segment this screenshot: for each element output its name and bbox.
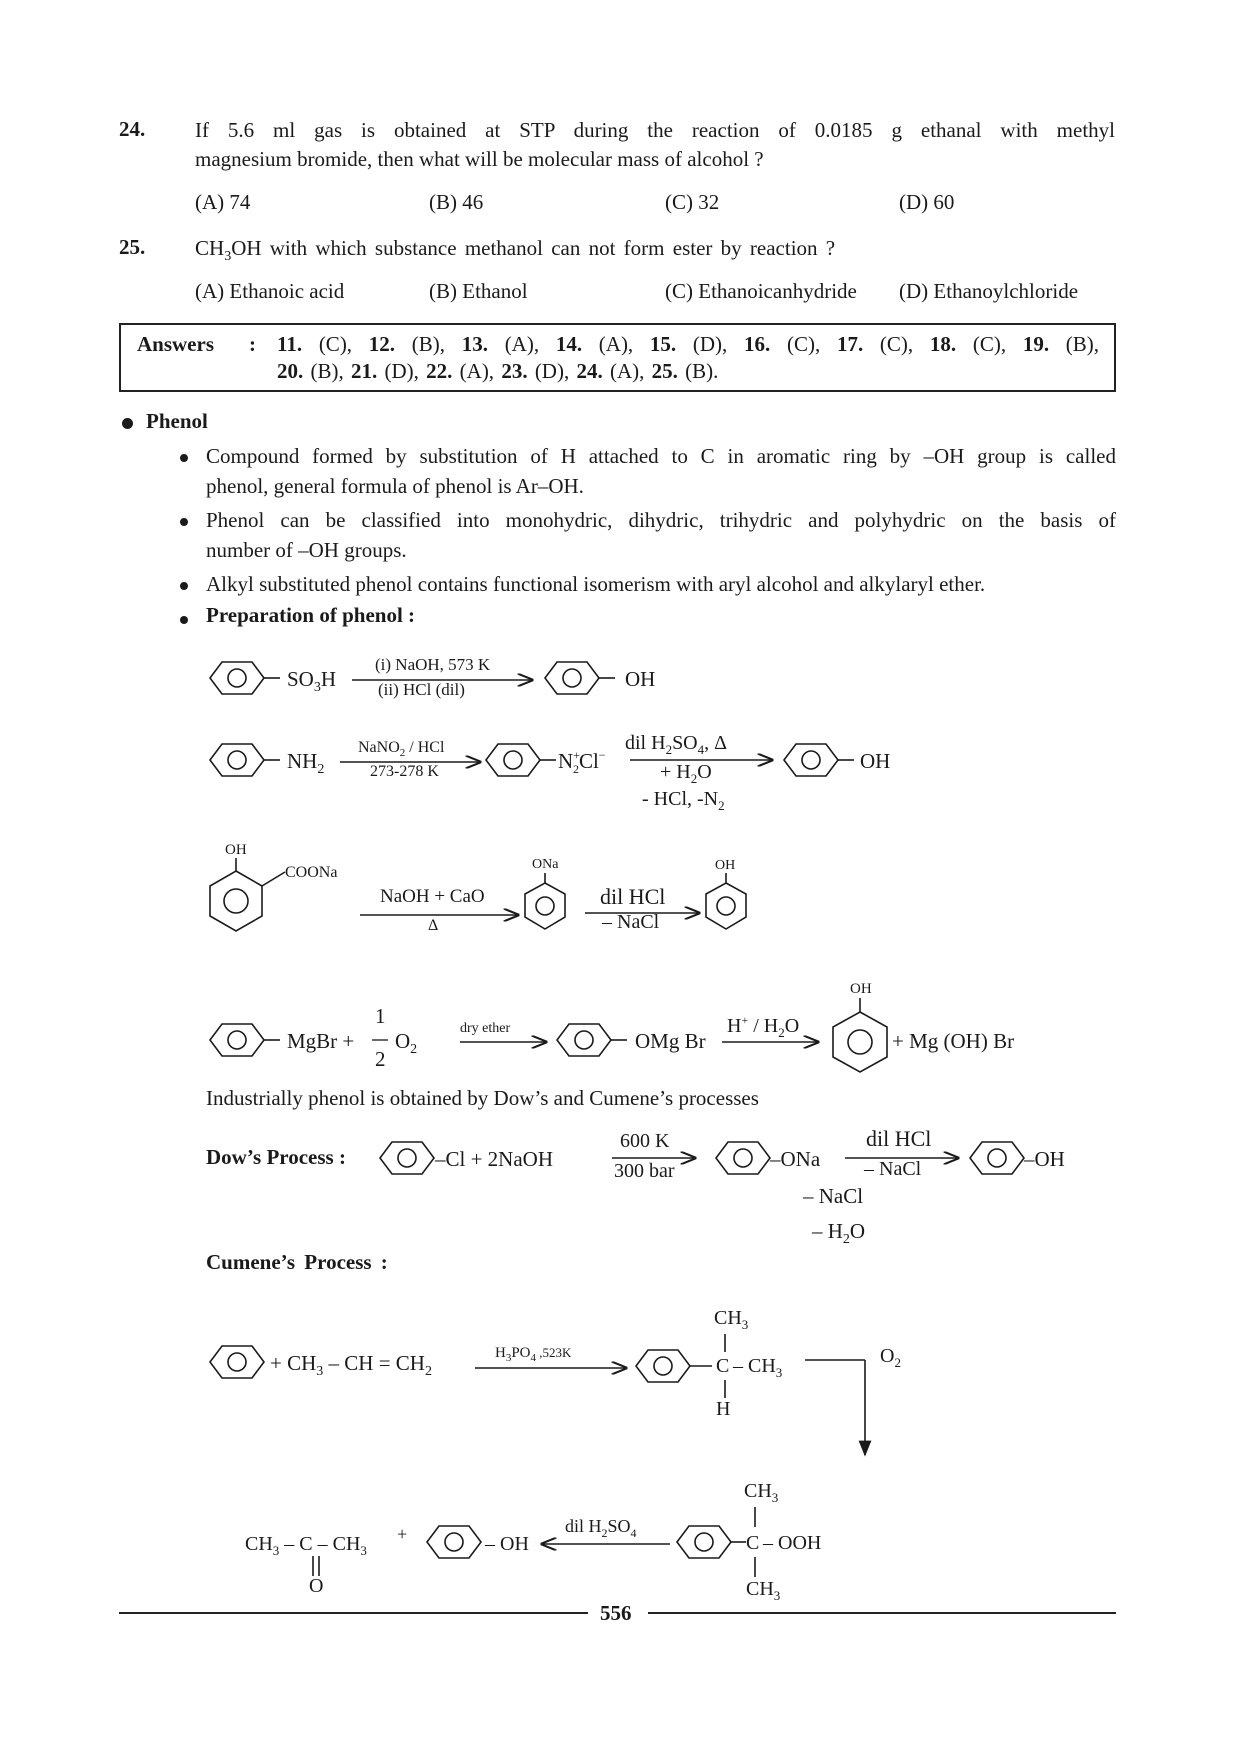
svg-text:O2: $O_2$ bbox=[880, 1345, 901, 1370]
svg-text:NH2: $NH_2$ bbox=[287, 749, 325, 777]
svg-text:273-278 K: 273-278 K bbox=[370, 763, 439, 780]
svg-text:C: C bbox=[716, 1355, 730, 1377]
option: (C) 32 bbox=[665, 190, 720, 214]
option: (B) Ethanol bbox=[429, 279, 528, 303]
answers-line-1: 11. (C), 12. (B), 13. (A), 14. (A), 15. (D), 16. (C), 17. (C), 18. (C), 19. (B), bbox=[277, 332, 1100, 356]
benzene-ring-icon bbox=[380, 1142, 434, 1174]
svg-text:– OH: – OH bbox=[485, 1533, 529, 1555]
svg-text:– NaCl: – NaCl bbox=[602, 911, 660, 933]
svg-text:NaNO2 / HCl: NaNO$_2$ / HCl bbox=[358, 739, 445, 759]
bullet-text: Compound formed by substitution of H attached to C in aromatic ring by –OH group is called bbox=[206, 444, 1116, 468]
svg-text:ONa: ONa bbox=[532, 857, 559, 872]
svg-text:OH: OH bbox=[850, 981, 872, 997]
benzene-ring-icon bbox=[706, 883, 746, 929]
svg-text:CH3: $CH_3$ bbox=[714, 1307, 749, 1332]
svg-text:+: + bbox=[397, 1524, 408, 1544]
svg-text:N+2Cl−: N+ 2Cl− bbox=[558, 748, 606, 776]
svg-text:dil H2SO4: dil $H_2SO_4$ bbox=[565, 1516, 637, 1540]
dow-process-label: Dow’s Process : bbox=[206, 1145, 346, 1169]
option: (D) 60 bbox=[899, 190, 955, 214]
option: (B) 46 bbox=[429, 190, 484, 214]
benzene-ring-icon bbox=[427, 1526, 481, 1558]
bullet-text: phenol, general formula of phenol is Ar–OH. bbox=[206, 474, 584, 498]
bullet-text: Alkyl substituted phenol contains functional isomerism with aryl alcohol and alkylaryl ether. bbox=[206, 572, 986, 596]
svg-text:MgBr +: MgBr + bbox=[287, 1029, 355, 1053]
product-label: OH bbox=[625, 667, 656, 691]
svg-text:- HCl, -N2: - HCl, $-N_2$ bbox=[642, 788, 725, 813]
benzene-ring-icon bbox=[486, 744, 540, 776]
svg-text:– NaCl: – NaCl bbox=[864, 1158, 922, 1180]
cumene-process-label: Cumene’s Process : bbox=[206, 1250, 388, 1274]
reagent-label: $SO_3H$ bbox=[287, 667, 337, 695]
benzene-ring-icon bbox=[970, 1142, 1024, 1174]
section-title: Phenol bbox=[146, 409, 208, 433]
page-number: 556 bbox=[600, 1601, 632, 1625]
option: (A) 74 bbox=[195, 190, 251, 214]
svg-text:H3PO4 ,523K: $H_3PO_4$ ,523K bbox=[495, 1345, 572, 1364]
svg-text:–Cl + 2NaOH: –Cl + 2NaOH bbox=[435, 1147, 554, 1171]
bullet-text: number of –OH groups. bbox=[206, 538, 407, 562]
benzene-ring-icon bbox=[716, 1142, 770, 1174]
option: (A) Ethanoic acid bbox=[195, 279, 345, 303]
svg-text:300 bar: 300 bar bbox=[614, 1160, 675, 1182]
svg-text:OMg Br: OMg Br bbox=[635, 1029, 706, 1053]
svg-text:dry ether: dry ether bbox=[460, 1021, 511, 1036]
benzene-ring-icon bbox=[677, 1526, 731, 1558]
benzene-ring-icon bbox=[557, 1024, 611, 1056]
benzene-ring-icon bbox=[833, 1012, 887, 1072]
svg-text:NaOH + CaO: NaOH + CaO bbox=[380, 886, 485, 907]
answers-colon: : bbox=[249, 332, 256, 356]
svg-text:+ H2O: + $H_2O$ bbox=[660, 761, 712, 786]
question-text: $CH_3OH$ with which substance methanol can not form ester by reaction ? bbox=[195, 236, 836, 265]
svg-text:2: 2 bbox=[375, 1047, 386, 1071]
benzene-ring-icon bbox=[210, 871, 262, 931]
footer-rule bbox=[648, 1612, 1116, 1614]
svg-text:CH3: $CH_3$ bbox=[744, 1480, 779, 1505]
benzene-ring-icon bbox=[210, 1024, 264, 1056]
svg-text:dil HCl: dil HCl bbox=[600, 884, 666, 909]
answers-line-2: 20. (B), 21. (D), 22. (A), 23. (D), 24. (A), 25. (B). bbox=[277, 359, 719, 383]
svg-text:dil HCl: dil HCl bbox=[866, 1126, 932, 1151]
question-number: 25. bbox=[119, 235, 146, 259]
svg-text:– H2O: – $H_2O$ bbox=[812, 1219, 866, 1247]
bullet-text: Phenol can be classified into monohydric, dihydric, trihydric and polyhydric on the basis of bbox=[206, 508, 1116, 532]
svg-text:OH: OH bbox=[715, 858, 736, 873]
question-text: If 5.6 ml gas is obtained at STP during the reaction of 0.0185 g ethanal with methyl bbox=[195, 118, 1115, 142]
svg-text:– NaCl: – NaCl bbox=[803, 1184, 864, 1208]
svg-text:600 K: 600 K bbox=[620, 1130, 670, 1152]
benzene-ring-icon bbox=[545, 662, 599, 694]
question-number: 24. bbox=[119, 117, 146, 141]
benzene-ring-icon bbox=[210, 744, 264, 776]
svg-text:CH3 – C – CH3: $CH_3$ – C – $CH_3$ bbox=[245, 1533, 367, 1558]
svg-text:+ Mg (OH) Br: + Mg (OH) Br bbox=[892, 1029, 1015, 1053]
svg-text:O2: $O_2$ bbox=[395, 1029, 418, 1057]
svg-text:H+ / H2O: $H^+ / H_2O$ bbox=[727, 1013, 800, 1040]
benzene-ring-icon bbox=[210, 662, 264, 694]
footer-rule bbox=[119, 1612, 588, 1614]
svg-text:COONa: COONa bbox=[285, 864, 338, 881]
svg-text:O: O bbox=[309, 1575, 324, 1597]
benzene-ring-icon bbox=[210, 1346, 264, 1378]
svg-text:Δ: Δ bbox=[428, 917, 439, 934]
preparation-heading: Preparation of phenol : bbox=[206, 603, 416, 627]
svg-text:H: H bbox=[716, 1398, 731, 1420]
svg-text:C: C bbox=[746, 1532, 760, 1554]
answers-label: Answers bbox=[137, 332, 214, 356]
svg-text:CH3: $CH_3$ bbox=[746, 1578, 781, 1603]
svg-text:– CH3: – $CH_3$ bbox=[733, 1355, 783, 1380]
svg-text:– OOH: – OOH bbox=[763, 1532, 822, 1554]
industrial-note: Industrially phenol is obtained by Dow’s and Cumene’s processes bbox=[206, 1086, 759, 1110]
benzene-ring-icon bbox=[525, 883, 565, 929]
svg-text:–OH: –OH bbox=[1024, 1147, 1065, 1171]
svg-text:OH: OH bbox=[860, 749, 891, 773]
svg-text:1: 1 bbox=[375, 1004, 386, 1028]
benzene-ring-icon bbox=[636, 1350, 690, 1382]
benzene-ring-icon bbox=[784, 744, 838, 776]
svg-text:dil H2SO4, Δ: dil $H_2SO_4$, Δ bbox=[625, 732, 728, 757]
option: (C) Ethanoicanhydride bbox=[665, 279, 857, 303]
condition-label: (ii) HCl (dil) bbox=[378, 680, 465, 699]
option: (D) Ethanoylchloride bbox=[899, 279, 1079, 303]
svg-text:–ONa: –ONa bbox=[770, 1147, 821, 1171]
condition-label: (i) NaOH, 573 K bbox=[375, 655, 491, 674]
svg-text:OH: OH bbox=[225, 842, 247, 858]
question-text: magnesium bromide, then what will be molecular mass of alcohol ? bbox=[195, 147, 764, 171]
svg-text:+ CH3 – CH = CH2: + $CH_3$ – CH = $CH_2$ bbox=[270, 1351, 432, 1379]
